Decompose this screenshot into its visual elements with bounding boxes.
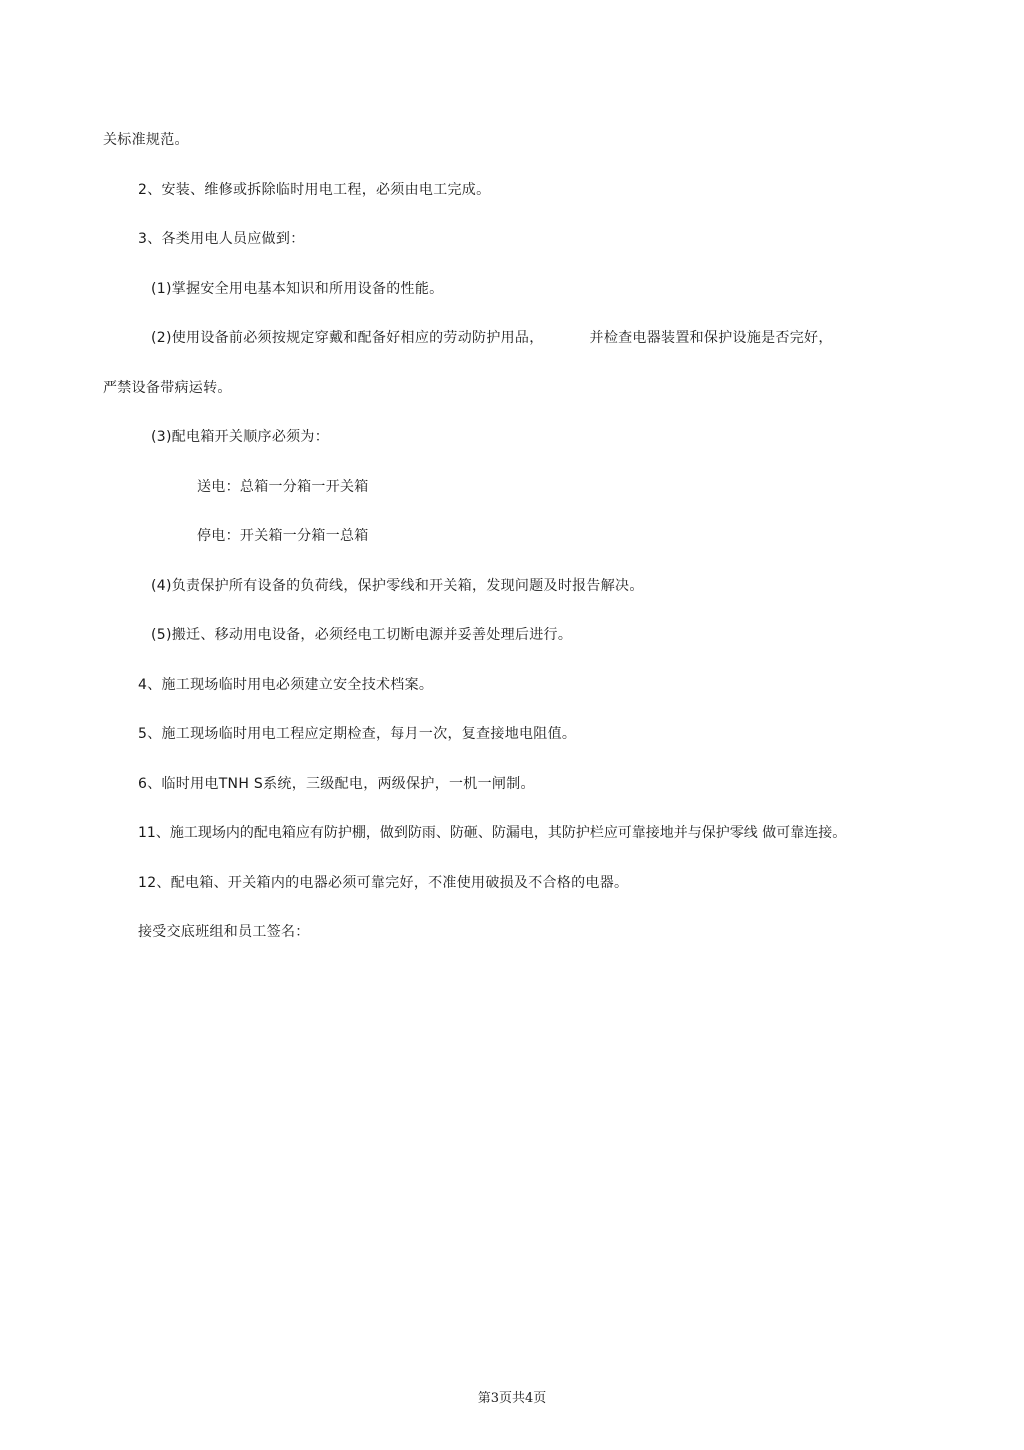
page-number: 第3页共4页 [477,1391,547,1406]
power-off-sequence: 停电：开关箱一分箱一总箱 [197,528,369,544]
clause-2: 2、安装、维修或拆除临时用电工程，必须由电工完成。 [138,182,491,198]
text-line-continuation: 关标准规范。 [103,132,189,148]
clause-3-item-2 [151,328,833,348]
clause-3-item-3: (3)配电箱开关顺序必须为： [151,429,330,445]
signature-label: 接受交底班组和员工签名： [138,924,310,940]
clause-3-item-5: (5)搬迁、移动用电设备，必须经电工切断电源并妥善处理后进行。 [151,627,573,643]
clause-3-item-2-part-2: 并检查电器装置和保护设施是否完好， [589,330,833,346]
clause-4: 4、施工现场临时用电必须建立安全技术档案。 [138,677,434,693]
power-on-sequence: 送电：总箱一分箱一开关箱 [197,479,369,495]
clause-6: 6、临时用电TNH S系统，三级配电，两级保护，一机一闸制。 [138,776,535,792]
clause-5: 5、施工现场临时用电工程应定期检查，每月一次，复查接地电阻值。 [138,726,577,742]
clause-3-item-2-continuation: 严禁设备带病运转。 [103,380,232,396]
clause-3-item-1: (1)掌握安全用电基本知识和所用设备的性能。 [151,281,444,297]
clause-3-item-4: (4)负责保护所有设备的负荷线，保护零线和开关箱，发现问题及时报告解决。 [151,578,644,594]
clause-12: 12、配电箱、开关箱内的电器必须可靠完好，不准使用破损及不合格的电器。 [138,875,629,891]
clause-11: 11、施工现场内的配电箱应有防护棚，做到防雨、防砸、防漏电，其防护栏应可靠接地并与保护零线 做可靠连接。 [138,825,847,841]
clause-3-item-2-part-1: (2)使用设备前必须按规定穿戴和配备好相应的劳动防护用品， [151,330,544,346]
clause-3: 3、各类用电人员应做到： [138,231,305,247]
